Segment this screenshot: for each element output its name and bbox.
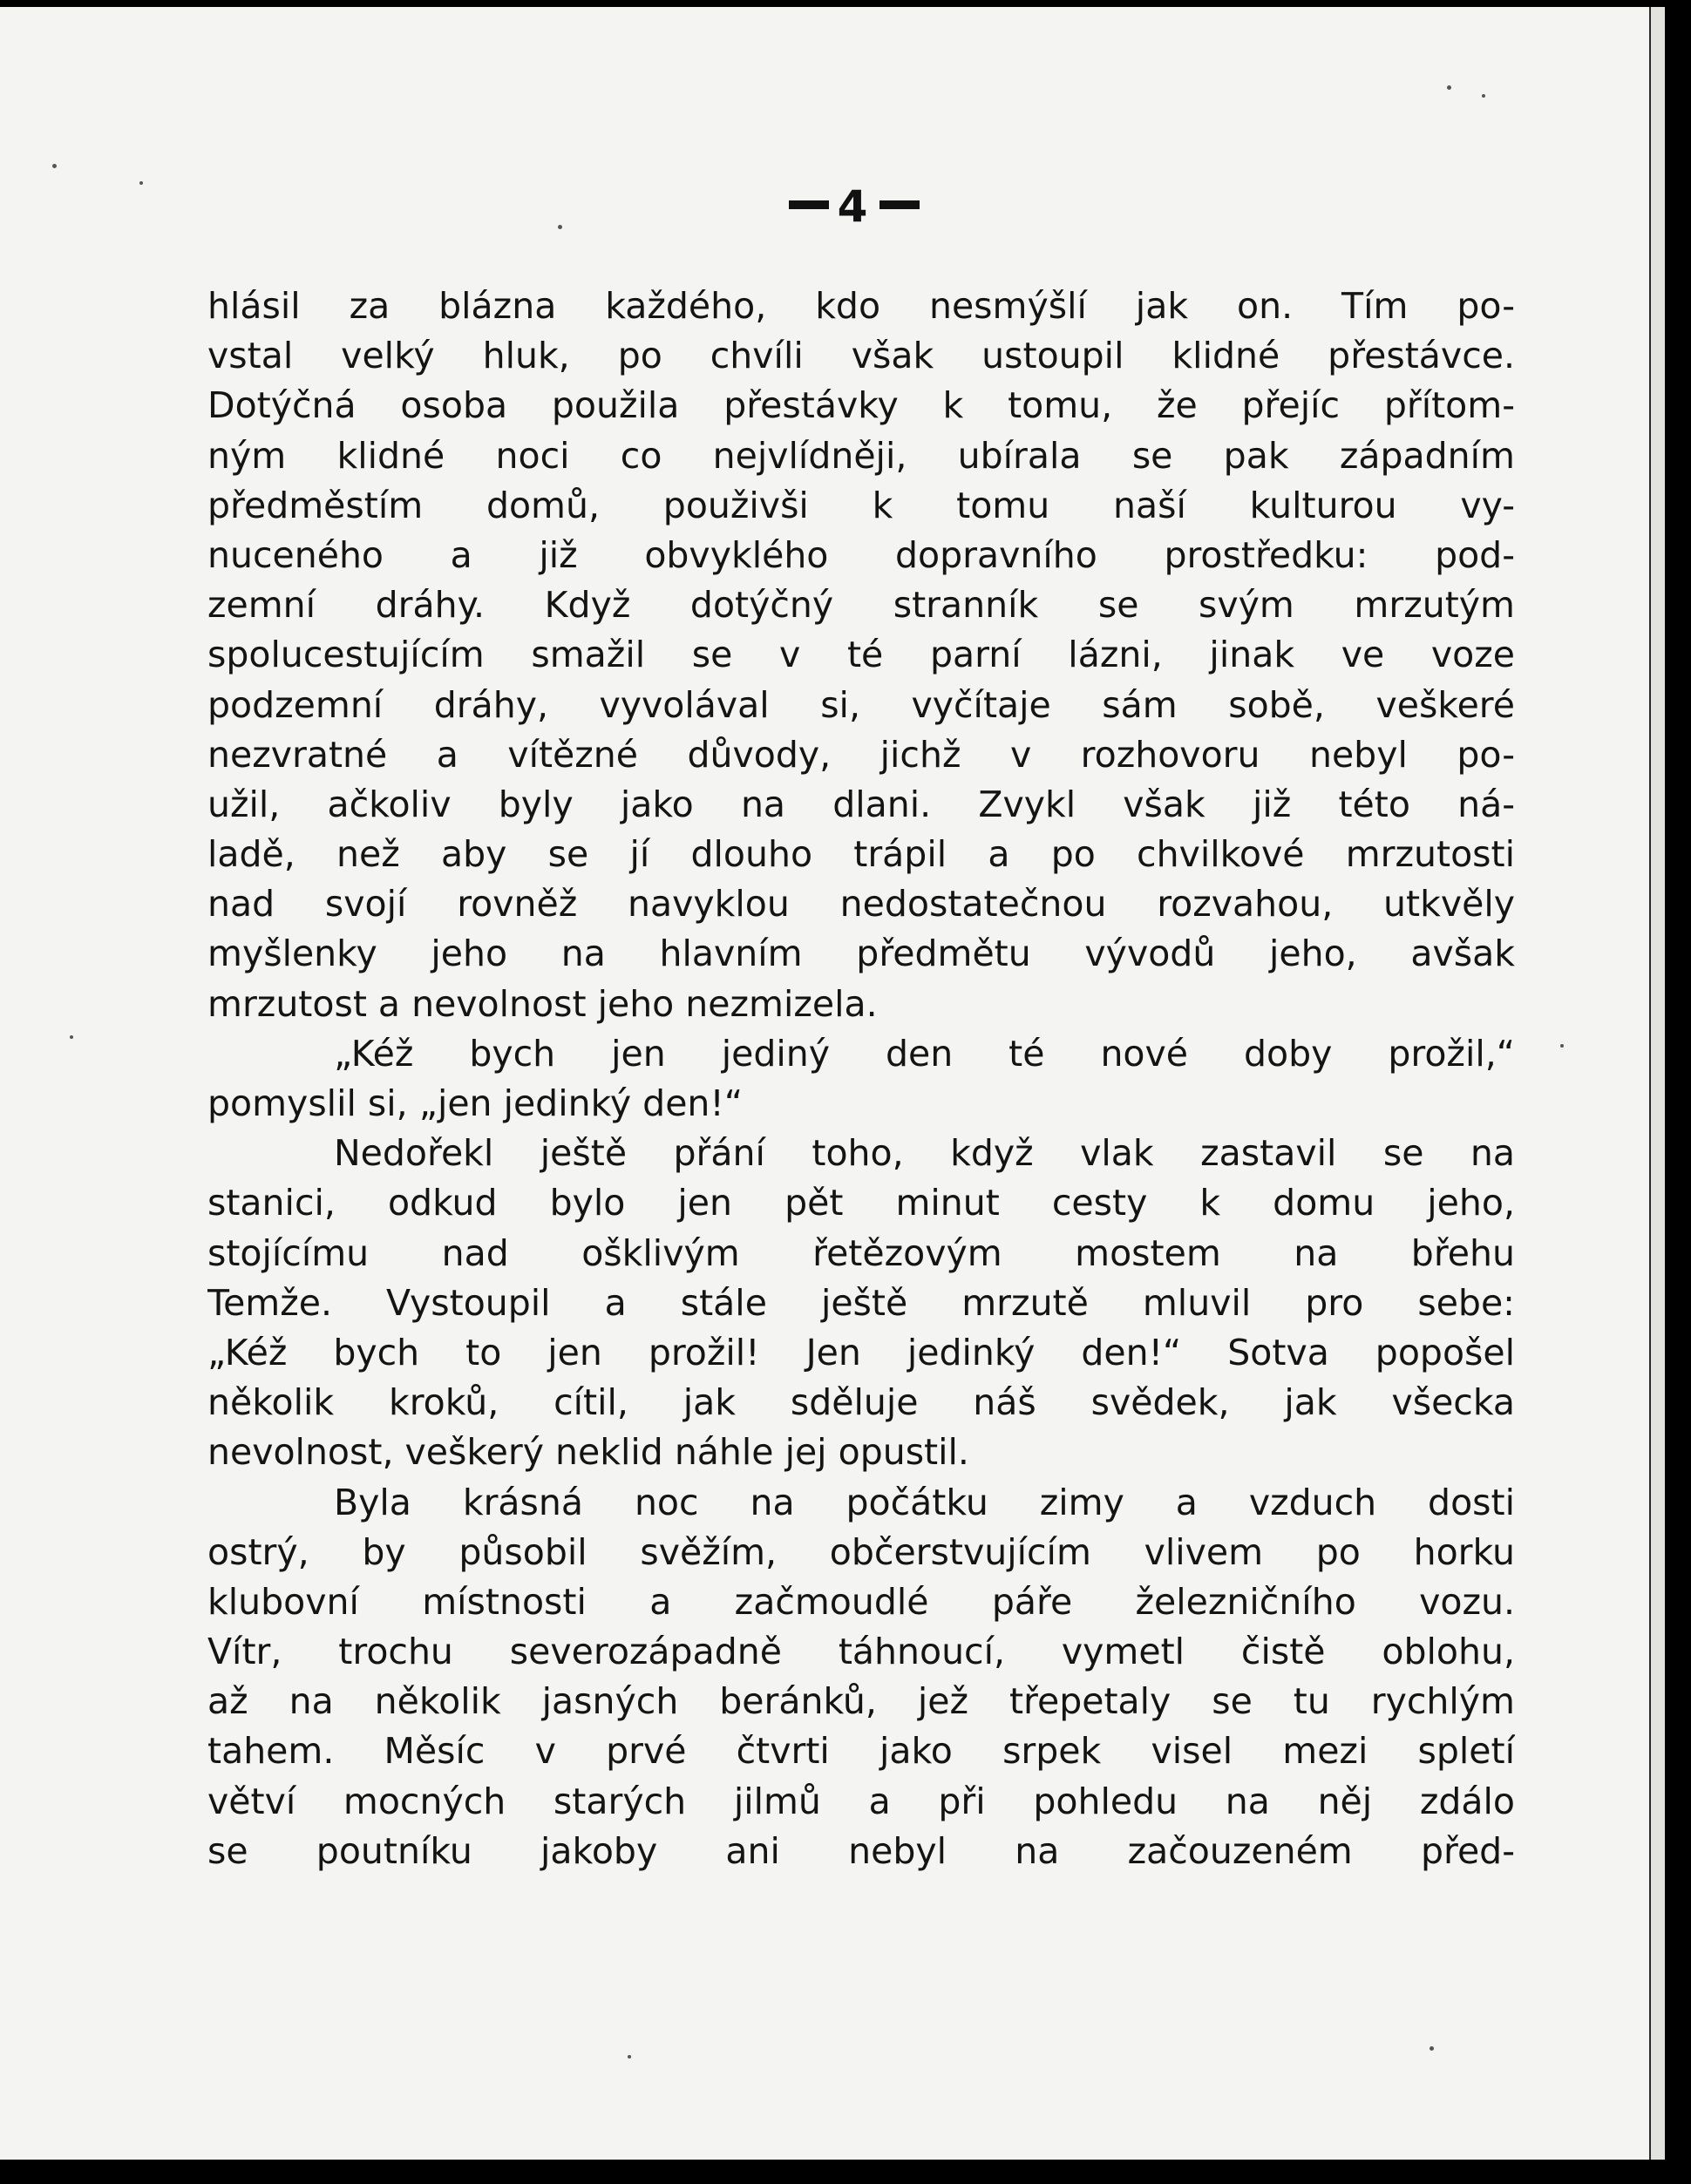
- text-line: podzemní dráhy, vyvolával si, vyčítaje sám sobě, veškeré: [207, 683, 1515, 726]
- scan-speck: [139, 181, 143, 185]
- text-line: Dotýčná osoba použila přestávky k tomu, že přejíc přítom-: [207, 384, 1515, 427]
- text-line: se poutníku jakoby ani nebyl na začouzeném před-: [207, 1829, 1515, 1872]
- text-line: Byla krásná noc na počátku zimy a vzduch dosti: [334, 1481, 1515, 1523]
- text-line: stanici, odkud bylo jen pět minut cesty k domu jeho,: [207, 1182, 1515, 1224]
- text-line: ladě, než aby se jí dlouho trápil a po chvilkové mrzutosti: [207, 833, 1515, 876]
- text-line: nuceného a již obvyklého dopravního prostředku: pod-: [207, 533, 1515, 576]
- text-line: pomyslil si, „jen jedinký den!“: [207, 1082, 744, 1124]
- ornament-dash-left: [789, 200, 829, 209]
- text-line: Vítr, trochu severozápadně táhnoucí, vymetl čistě oblohu,: [207, 1631, 1515, 1673]
- text-line: spolucestujícím smažil se v té parní lázni, jinak ve voze: [207, 634, 1515, 676]
- scan-speck: [70, 1035, 73, 1039]
- page-number: [767, 181, 941, 232]
- text-line: Temže. Vystoupil a stále ještě mrzutě mluvil pro sebe:: [207, 1281, 1515, 1324]
- ornament-dash-right: [879, 200, 920, 209]
- text-line: nevolnost, veškerý neklid náhle jej opustil.: [207, 1431, 969, 1474]
- text-line: stojícímu nad ošklivým řetězovým mostem na břehu: [207, 1231, 1515, 1274]
- scan-speck: [1560, 1044, 1564, 1048]
- scan-speck: [52, 164, 57, 168]
- text-line: klubovní místnosti a začmoudlé páře železničního vozu.: [207, 1580, 1515, 1623]
- text-line: Nedořekl ještě přání toho, když vlak zastavil se na: [334, 1132, 1515, 1175]
- page-edge: [1649, 7, 1665, 2160]
- scan-speck: [628, 2055, 631, 2059]
- scan-border-top: [0, 0, 1691, 7]
- scan-speck: [1447, 85, 1451, 90]
- text-line: několik kroků, cítil, jak sděluje náš svědek, jak všecka: [207, 1381, 1515, 1424]
- scan-speck: [558, 225, 562, 229]
- body-text: [207, 281, 1515, 1876]
- text-line: ostrý, by působil svěžím, občerstvujícím vlivem po horku: [207, 1530, 1515, 1573]
- text-line: nad svojí rovněž navyklou nedostatečnou rozvahou, utkvěly: [207, 883, 1515, 926]
- text-line: ným klidné noci co nejvlídněji, ubírala se pak západním: [207, 434, 1515, 477]
- text-line: zemní dráhy. Když dotýčný stranník se svým mrzutým: [207, 584, 1515, 627]
- text-line: myšlenky jeho na hlavním předmětu vývodů jeho, avšak: [207, 933, 1515, 975]
- scan-speck: [1482, 94, 1485, 98]
- text-line: „Kéž bych to jen prožil! Jen jedinký den!“ Sotva popošel: [207, 1331, 1515, 1373]
- page-number-value: 4: [837, 181, 872, 232]
- text-line: větví mocných starých jilmů a při pohledu na něj zdálo: [207, 1780, 1515, 1822]
- scan-speck: [1430, 2046, 1434, 2051]
- text-line: hlásil za blázna každého, kdo nesmýšlí jak on. Tím po-: [207, 285, 1515, 327]
- text-line: užil, ačkoliv byly jako na dlani. Zvykl však již této ná-: [207, 783, 1515, 825]
- text-line: tahem. Měsíc v prvé čtvrti jako srpek visel mezi spletí: [207, 1730, 1515, 1773]
- book-page: [0, 7, 1665, 2160]
- text-line: vstal velký hluk, po chvíli však ustoupil klidné přestávce.: [207, 335, 1515, 377]
- text-line: až na několik jasných beránků, jež třepetaly se tu rychlým: [207, 1680, 1515, 1723]
- text-line: nezvratné a vítězné důvody, jichž v rozhovoru nebyl po-: [207, 733, 1515, 776]
- text-line: mrzutost a nevolnost jeho nezmizela.: [207, 982, 878, 1025]
- text-line: předměstím domů, použivši k tomu naší kulturou vy-: [207, 484, 1515, 526]
- text-line: „Kéž bych jen jediný den té nové doby prožil,“: [334, 1032, 1515, 1075]
